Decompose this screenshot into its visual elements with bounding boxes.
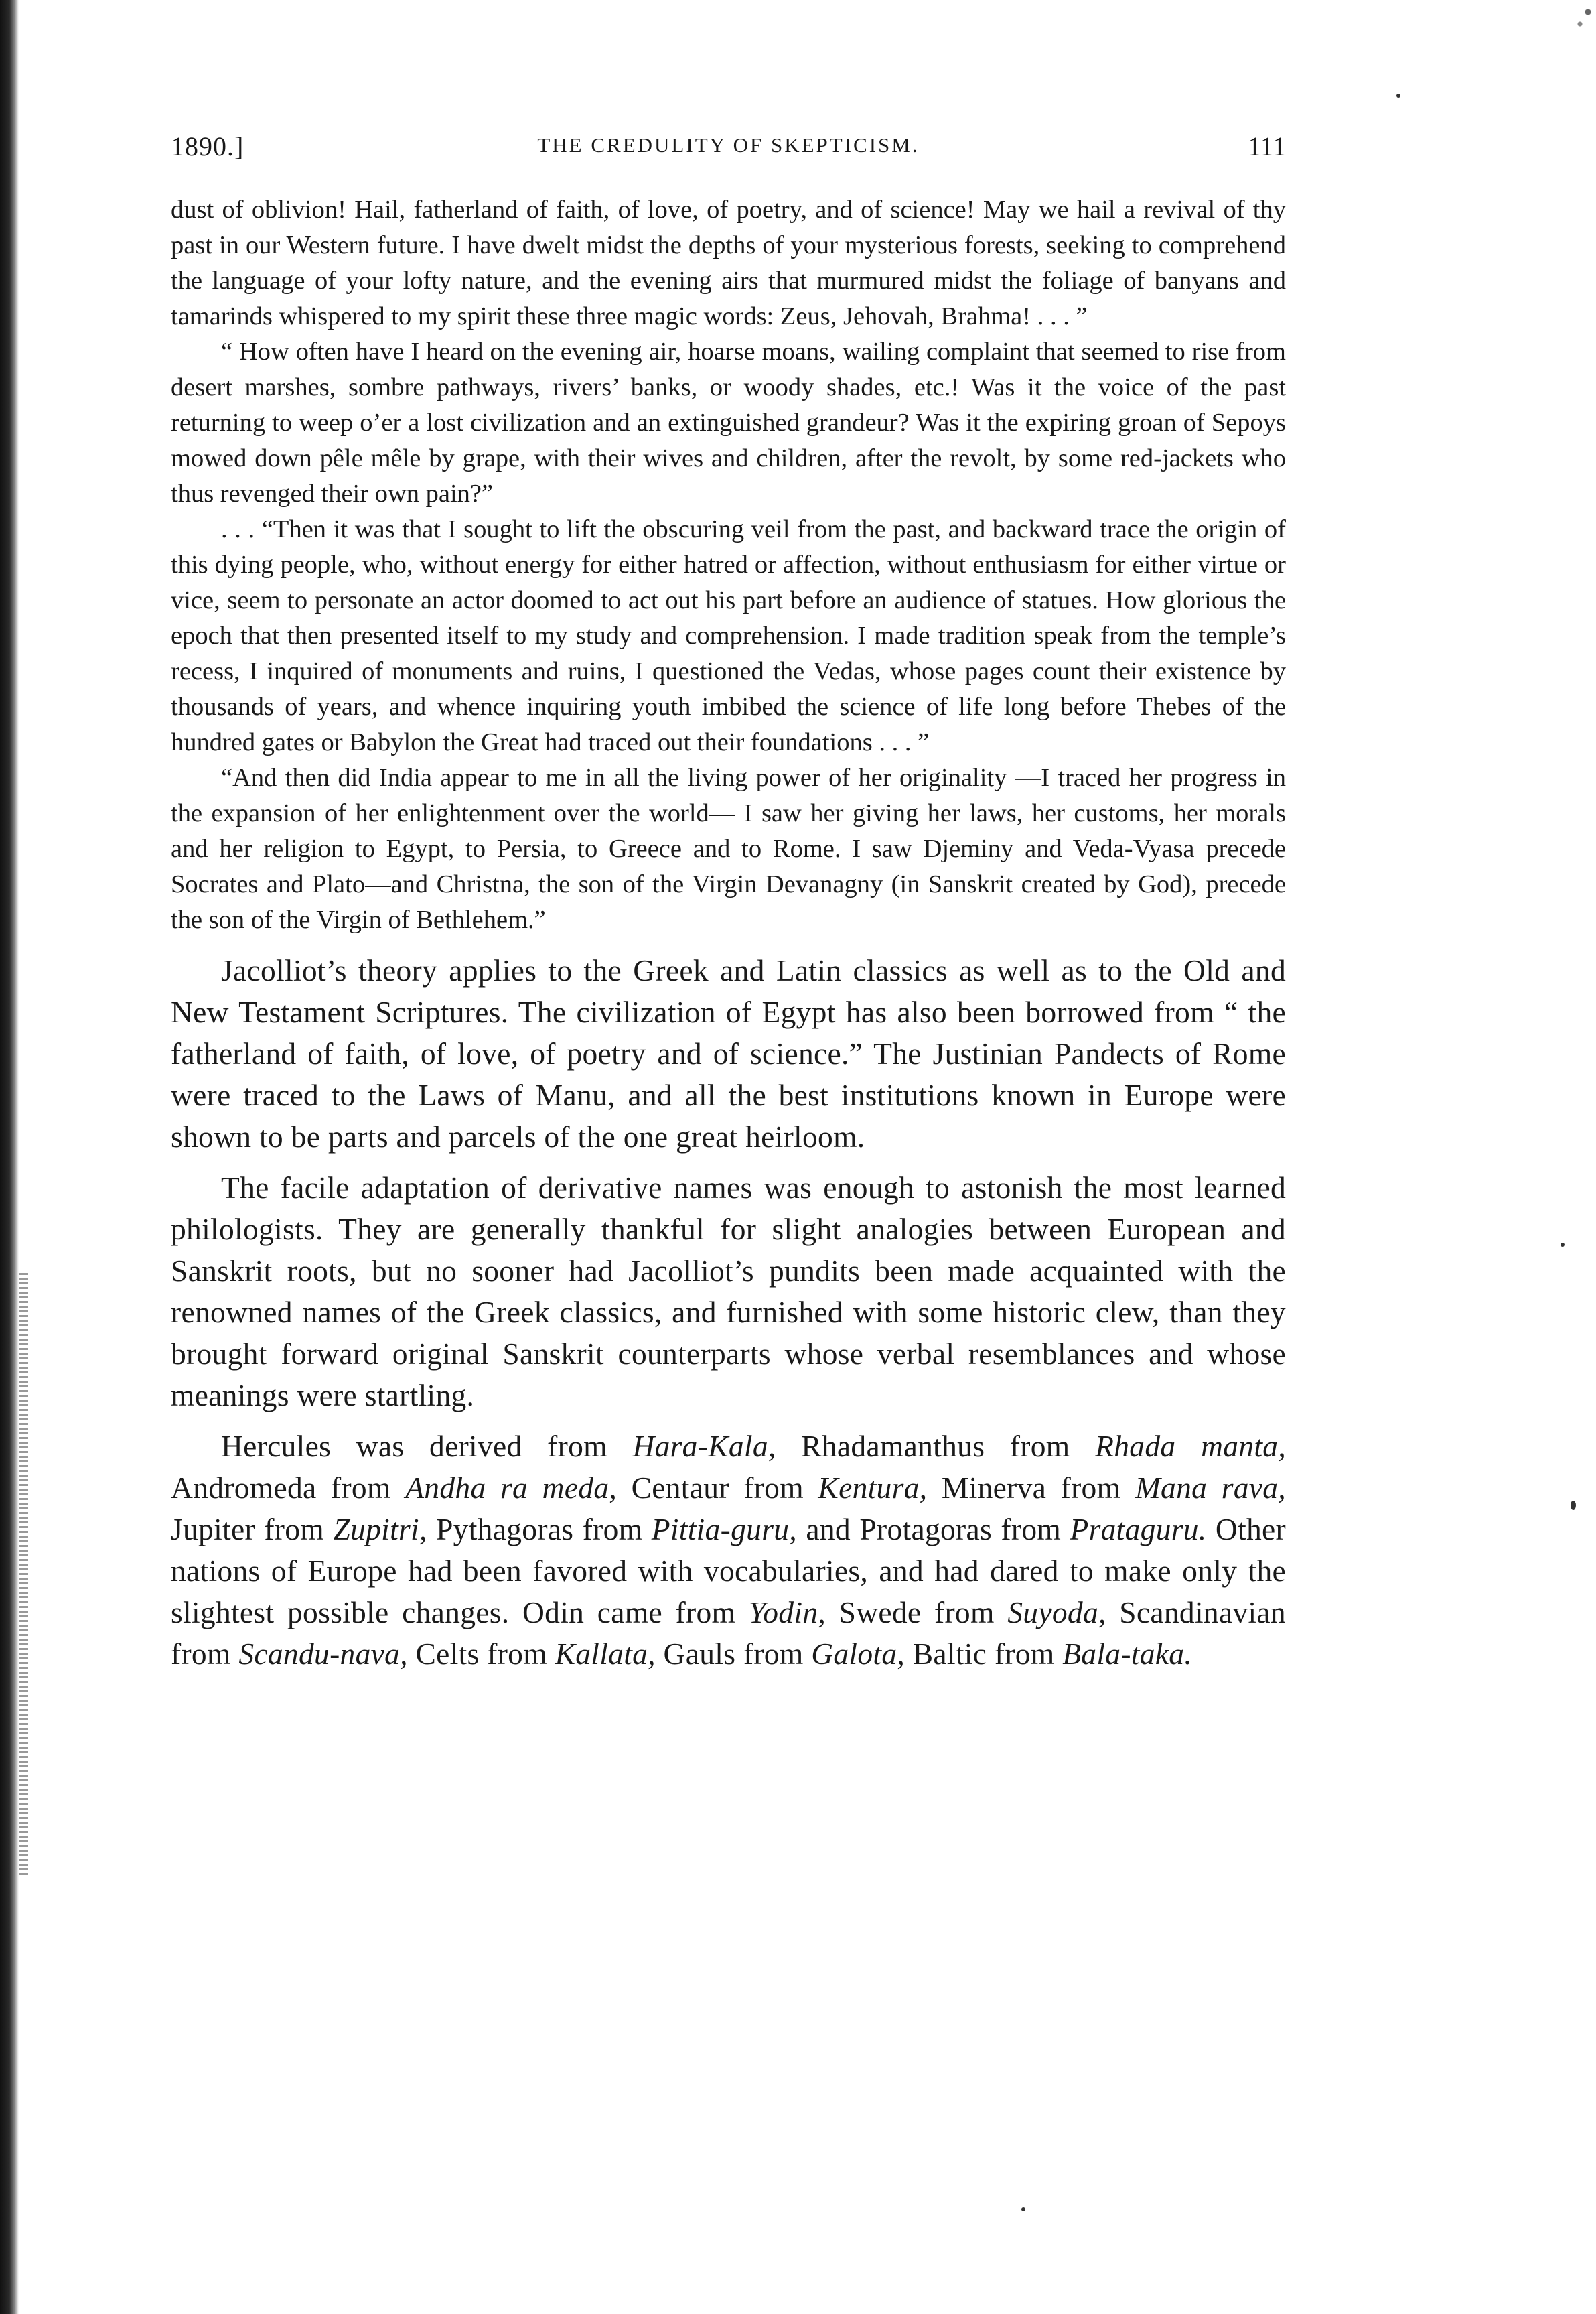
block-quote: [171, 192, 1286, 938]
running-head: [171, 131, 1286, 171]
scan-speck: [1571, 1501, 1576, 1510]
names-paragraph: [171, 1426, 1286, 1675]
italic-term: Andha ra meda,: [405, 1471, 618, 1505]
text-run: Gauls from: [655, 1637, 812, 1671]
italic-term: Rhada manta,: [1095, 1429, 1286, 1463]
italic-term: Prataguru.: [1070, 1512, 1207, 1546]
text-run: Swede from: [826, 1595, 1008, 1629]
page: [171, 131, 1286, 1684]
italic-term: Galota,: [811, 1637, 905, 1671]
quote-paragraph: . . . “Then it was that I sought to lift the obscuring veil from the past, and backward trace the origin of this dying people, who, without energy for either hatred or affection, without enthusiasm for either virtue or vice, seem to personate an actor doomed to act out his part before an audience of statues. How glorious the epoch that then presented itself to my study and comprehension. I made tradition speak from the temple’s recess, I inquired of monuments and ruins, I questioned the Vedas, whose pages count their existence by thousands of years, and whence inquiring youth imbibed the science of life long before Thebes of the hundred gates or Babylon the Great had traced out their foundations . . . ”: [171, 515, 1286, 756]
text-run: Pythagoras from: [427, 1512, 652, 1546]
scan-speck: [1021, 2207, 1025, 2211]
text-run: Minerva from: [927, 1471, 1135, 1505]
quote-paragraph: “ How often have I heard on the evening air, hoarse moans, wailing complaint that seemed to rise from desert marshes, sombre pathways, rivers’ banks, or woody shades, etc.! Was it the voice of the past returning to weep o’er a lost civilization and an extinguished grandeur? Was it the expiring groan of Sepoys mowed down pêle mêle by grape, with their wives and children, after the revolt, by some red-jackets who thus revenged their own pain?”: [171, 338, 1286, 508]
body-paragraph: The facile adaptation of derivative names was enough to astonish the most learned philologists. They are generally thankful for slight analogies between European and Sanskrit roots, but no sooner had Jacolliot’s pundits been made acquainted with the renowned names of the Greek classics, and furnished with some historic clew, than they brought forward original Sanskrit counterparts whose verbal resemblances and whose meanings were startling.: [171, 1170, 1286, 1412]
binding-edge-texture: [19, 1273, 28, 1876]
body-paragraph: Jacolliot’s theory applies to the Greek and Latin classics as well as to the Old and New Testament Scriptures. The civilization of Egypt has also been borrowed from “ the fatherland of faith, of love, of poetry and of science.” The Justinian Pandects of Rome were traced to the Laws of Manu, and all the best institutions known in Europe were shown to be parts and parcels of the one great heirloom.: [171, 953, 1286, 1154]
text-run: Andromeda from: [171, 1471, 406, 1505]
text-run: Baltic from: [905, 1637, 1063, 1671]
text-run: Other nations of Europe had been favored with vocabularies, and had dared to make only the slightest possible changes. Odin came from: [171, 1512, 1287, 1629]
italic-term: Hara-Kala,: [632, 1429, 776, 1463]
text-run: Hercules was derived from: [221, 1429, 633, 1463]
italic-term: Scandu-nava,: [238, 1637, 408, 1671]
text-run: Centaur from: [617, 1471, 818, 1505]
scan-speck: [1569, 0, 1596, 40]
quote-paragraph: dust of oblivion! Hail, fatherland of faith, of love, of poetry, and of science! May we hail a revival of thy past in our Western future. I have dwelt midst the depths of your mysterious forests, seeking to comprehend the language of your lofty nature, and the evening airs that murmured midst the foliage of banyans and tamarinds whispered to my spirit these three magic words: Zeus, Jehovah, Brahma! . . . ”: [171, 196, 1286, 330]
scan-speck: [1396, 94, 1400, 98]
text-run: Rhadamanthus from: [776, 1429, 1096, 1463]
binding-edge: [0, 0, 19, 2314]
italic-term: Mana rava,: [1135, 1471, 1286, 1505]
italic-term: Suyoda,: [1007, 1595, 1106, 1629]
running-head-title: THE CREDULITY OF SKEPTICISM.: [537, 133, 920, 157]
italic-term: Yodin,: [748, 1595, 826, 1629]
italic-term: Kallata,: [555, 1637, 656, 1671]
text-run: and Protagoras from: [796, 1512, 1070, 1546]
italic-term: Zupitri,: [333, 1512, 427, 1546]
italic-term: Kentura,: [818, 1471, 928, 1505]
page-number: 111: [1247, 131, 1286, 161]
quote-paragraph: “And then did India appear to me in all the living power of her originality —I traced her progress in the expansion of her enlightenment over the world— I saw her giving her laws, her customs, her morals and her religion to Egypt, to Persia, to Greece and to Rome. I saw Djeminy and Veda-Vyasa precede Socrates and Plato—and Christna, the son of the Virgin Devanagny (in Sanskrit created by God), precede the son of the Virgin of Bethlehem.”: [171, 764, 1286, 934]
running-head-year: 1890.]: [171, 131, 244, 161]
text-run: Scandinavian from: [171, 1595, 1286, 1671]
body-text: [171, 950, 1286, 1675]
scan-speck: [1561, 1243, 1565, 1247]
text-run: Celts from: [407, 1637, 555, 1671]
text-run: Jupiter from: [171, 1512, 334, 1546]
italic-term: Pittia-guru,: [651, 1512, 797, 1546]
italic-term: Bala-taka.: [1062, 1637, 1193, 1671]
